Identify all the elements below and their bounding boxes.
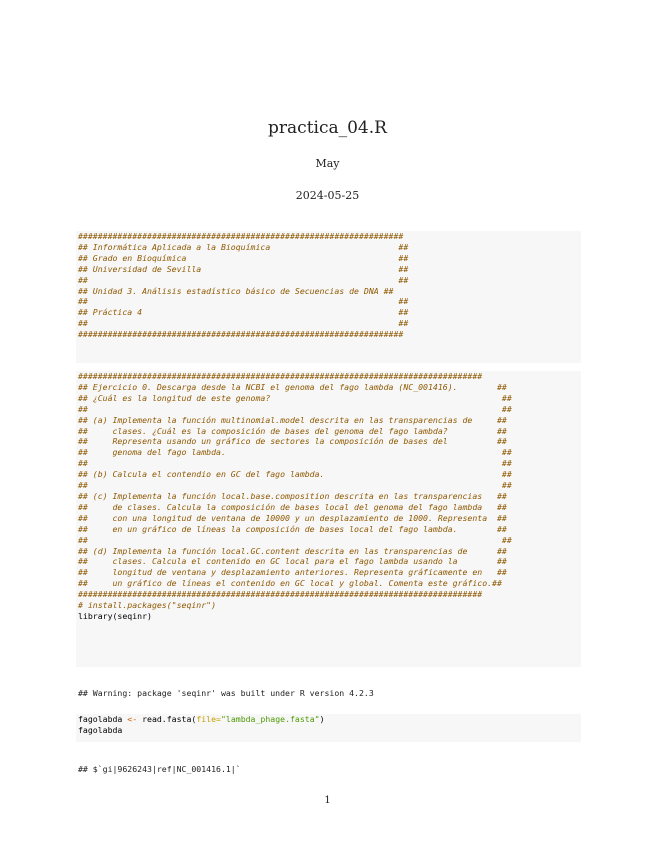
read-fasta-code-block [76,714,581,742]
exercise-comment-line: ## longitud de ventana y desplazamiento anteriores. Representa gráficamente en ## [78,567,507,578]
read-fasta-func: read.fasta( [142,714,197,724]
header-comment-line: ## ## [78,296,409,307]
fasta-output: ## $`gi|9626243|ref|NC_001416.1|` [78,764,241,774]
page-number: 1 [324,795,331,806]
warning-output: ## Warning: package 'seqinr' was built under R version 4.2.3 [78,688,374,698]
library-call: library(seqinr) [78,610,152,621]
header-comment-line: ## Universidad de Sevilla ## [78,263,409,274]
exercise-comment-line: ## clases. Calcula el contenido en GC local para el fago lambda usando la ## [78,556,507,567]
exercise-comment-line: ## ## [78,480,512,491]
exercise-comment-text [76,371,581,600]
header-comment-line: ## Informática Aplicada a la Bioquímica ## [78,241,409,252]
header-comment-line: ## Práctica 4 ## [78,307,409,318]
document-date: 2024-05-25 [295,189,360,202]
exercise-comment-line: ## clases. ¿Cuál es la composición de bases del genoma del fago lambda? ## [78,425,507,436]
header-comment-line: ## Unidad 3. Análisis estadístico básico de Secuencias de DNA ## [78,285,394,296]
exercise-comment-line: ################################################################################## [78,589,483,600]
header-comment-block [76,231,581,363]
exercise-code-block [76,371,581,667]
file-arg-name: file= [196,714,221,724]
exercise-comment-line: ## ## [78,458,512,469]
exercise-comment-line: ## un gráfico de líneas el contenido en GC local y global. Comenta este gráfico.## [78,578,502,589]
exercise-comment-line: ## ## [78,403,512,414]
exercise-comment-line: ################################################################################## [78,371,483,381]
exercise-comment-line: ## (a) Implementa la función multinomial.model descrita en las transparencias de ## [78,414,507,425]
exercise-comment-line: ## ¿Cuál es la longitud de este genoma? ## [78,392,512,403]
document-title: practica_04.R [268,118,387,138]
header-comment-line: ## ## [78,274,409,285]
header-comment-line: ################################################################## [78,329,404,340]
file-arg-value: "lambda_phage.fasta" [220,714,320,724]
exercise-comment-line: ## ## [78,534,512,545]
exercise-comment-line: ## con una longitud de ventana de 10000 y un desplazamiento de 1000. Representa ## [78,512,507,523]
exercise-comment-line: ## Ejercicio 0. Descarga desde la NCBI el genoma del fago lambda (NC_001416). ## [78,381,507,392]
header-comment-text [76,231,581,340]
close-paren: ) [319,714,325,724]
header-comment-line: ## Grado en Bioquímica ## [78,252,409,263]
header-comment-line: ################################################################## [78,231,404,241]
document-author: May [315,157,340,170]
exercise-comment-line: ## (d) Implementa la función local.GC.content descrita en las transparencias de ## [78,545,507,556]
exercise-comment-line: ## Representa usando un gráfico de sectores la composición de bases del ## [78,436,507,447]
header-comment-line: ## ## [78,318,409,329]
exercise-comment-line: ## (c) Implementa la función local.base.composition descrita en las transparencias ## [78,490,507,501]
exercise-comment-line: ## en un gráfico de líneas la composición de bases local del fago lambda. ## [78,523,507,534]
var-fagolabda: fagolabda [78,714,123,724]
install-comment: # install.packages("seqinr") [78,600,217,611]
assign-operator: <- [122,714,143,724]
exercise-comment-line: ## genoma del fago lambda. ## [78,447,512,458]
exercise-comment-line: ## de clases. Calcula la composición de bases local del genoma del fago lambda ## [78,501,507,512]
print-fagolabda: fagolabda [78,724,123,735]
exercise-comment-line: ## (b) Calcula el contendio en GC del fago lambda. ## [78,469,512,480]
